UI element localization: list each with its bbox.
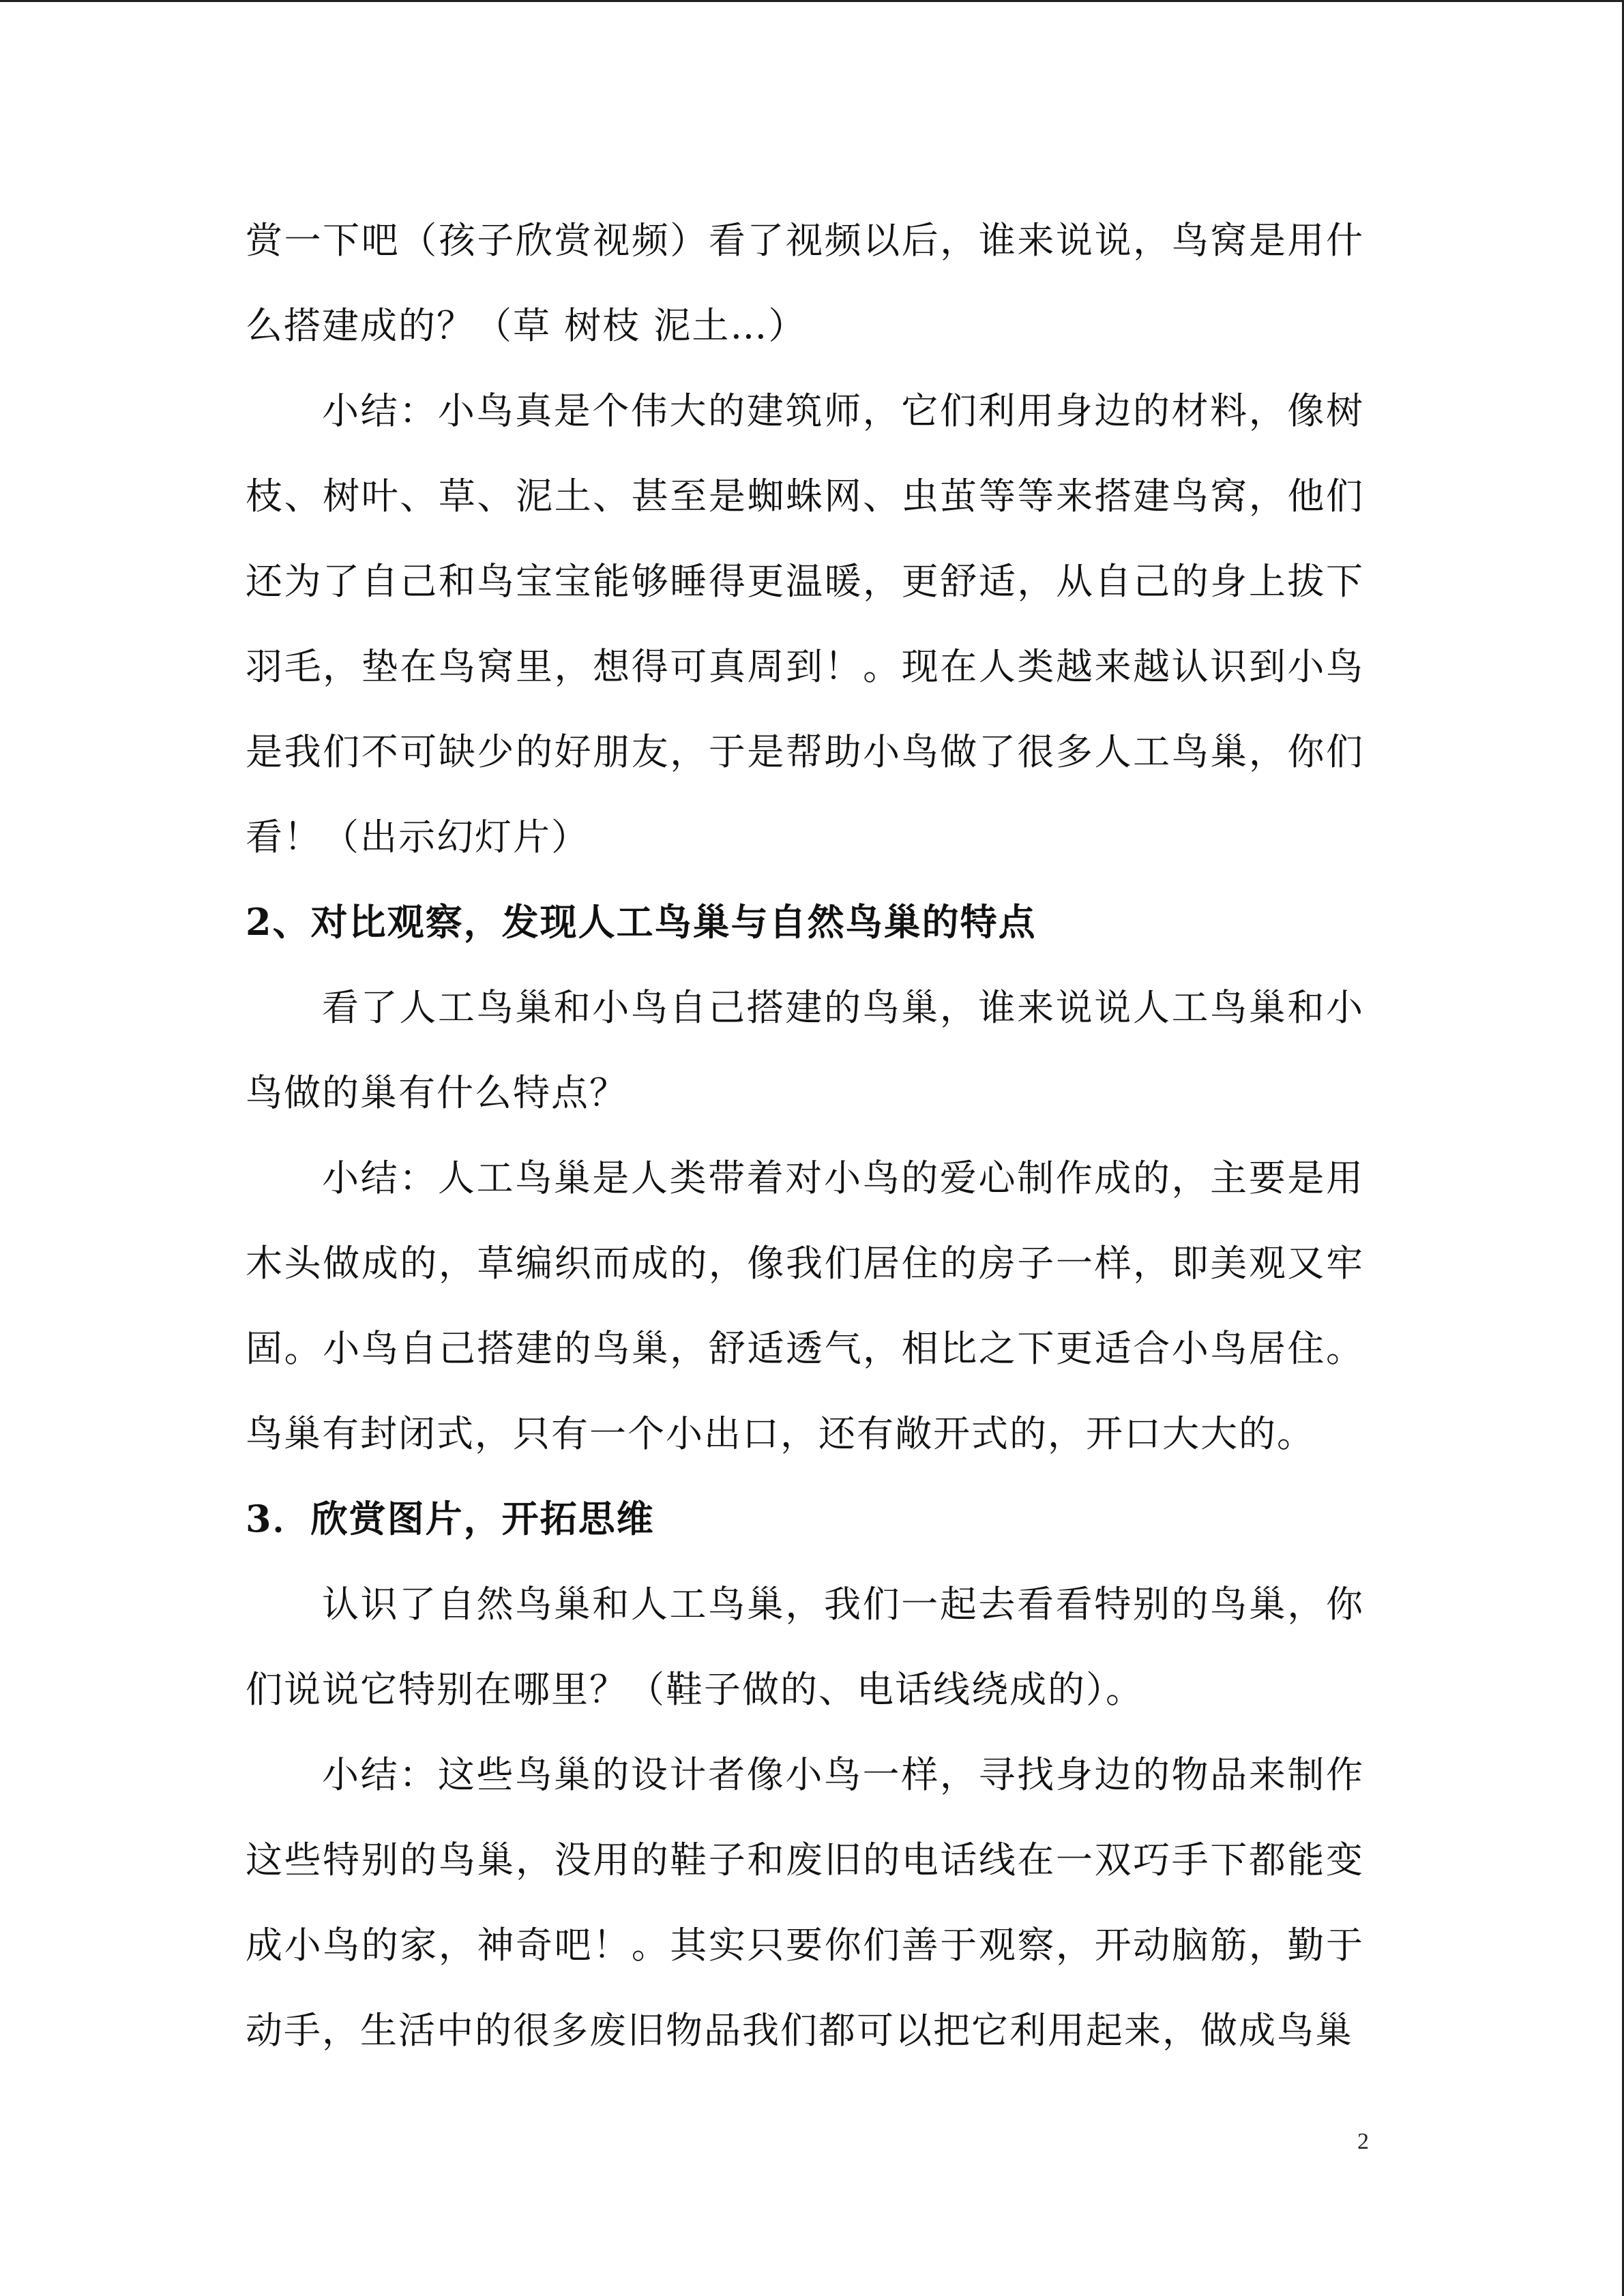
section-heading-pictures: 3．欣赏图片，开拓思维 [246,1497,655,1540]
page-number: 2 [1357,2129,1369,2154]
paragraph-summary-bird-architect: 小结：小鸟真是个伟大的建筑师，它们利用身边的材料，像树枝、树叶、草、泥土、甚至是蜘蛛网、虫茧等等来搭建鸟窝，他们还为了自己和鸟宝宝能够睡得更温暖，更舒适，从自己的身上拔下羽毛，垫在鸟窝里，想得可真周到！。现在人类越来越认识到小鸟是我们不可缺少的好朋友，于是帮助小鸟做了很多人工鸟巢，你们看！（出示幻灯片） [246,389,1364,859]
paragraph-summary-designers: 小结：这些鸟巢的设计者像小鸟一样，寻找身边的物品来制作这些特别的鸟巢，没用的鞋子和废旧的电话线在一双巧手下都能变成小鸟的家，神奇吧！。其实只要你们善于观察，开动脑筋，勤于动手，生活中的很多废旧物品我们都可以把它利用起来，做成鸟巢 [246,1753,1364,2052]
paragraph-special-nests: 认识了自然鸟巢和人工鸟巢，我们一起去看看特别的鸟巢，你们说说它特别在哪里？（鞋子做的、电话线绕成的）。 [246,1583,1364,1711]
paragraph-video-intro: 赏一下吧（孩子欣赏视频）看了视频以后，谁来说说，鸟窝是用什么搭建成的？（草 树枝 泥土…） [246,219,1364,347]
paragraph-compare-question: 看了人工鸟巢和小鸟自己搭建的鸟巢，谁来说说人工鸟巢和小鸟做的巢有什么特点？ [246,986,1364,1114]
document-body [246,198,1364,2073]
top-border-line [0,0,1624,2]
section-heading-compare: 2、对比观察，发现人工鸟巢与自然鸟巢的特点 [246,900,1037,944]
paragraph-summary-artificial-nest: 小结：人工鸟巢是人类带着对小鸟的爱心制作成的，主要是用木头做成的，草编织而成的，像我们居住的房子一样，即美观又牢固。小鸟自己搭建的鸟巢，舒适透气，相比之下更适合小鸟居住。鸟巢有封闭式，只有一个小出口，还有敞开式的，开口大大的。 [246,1157,1364,1455]
